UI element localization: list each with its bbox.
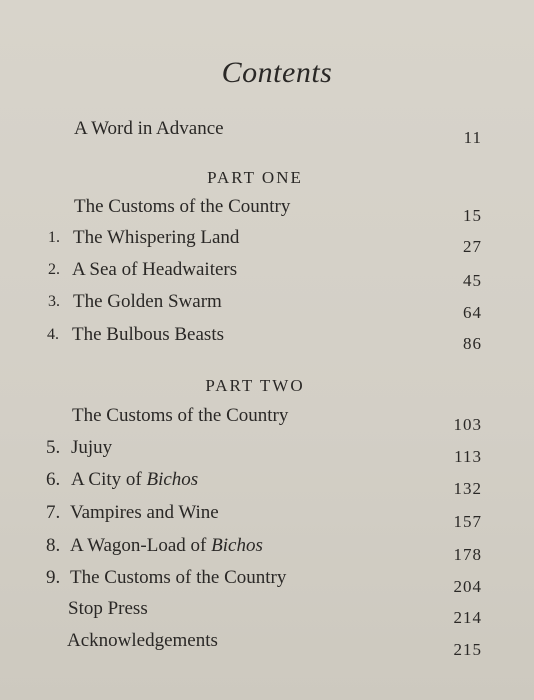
entry-number: 8. [46,535,61,556]
entry-page: 215 [453,640,482,659]
toc-entry-part-one-customs [0,196,534,226]
entry-page: 11 [463,128,482,147]
part-one-heading: PART ONE [207,168,303,187]
toc-entry-chapter-1 [0,227,534,257]
entry-number: 2. [48,261,60,278]
entry-number: 1. [48,229,60,246]
entry-label: The Customs of the Country [74,196,291,217]
entry-page: 157 [453,512,482,531]
entry-label-italic: Bichos [146,469,199,490]
toc-entry-chapter-9 [0,567,534,597]
entry-number: 5. [46,437,61,458]
entry-label: The Customs of the Country [72,405,289,426]
entry-label-text: A Wagon-Load of [70,535,212,556]
entry-page: 15 [463,206,482,225]
toc-entry-part-two-customs [0,405,534,435]
toc-entry-stop-press [0,598,534,628]
entry-page: 178 [453,545,482,564]
entry-page: 86 [463,334,482,353]
entry-label: The Customs of the Country [70,567,287,588]
entry-number: 4. [47,326,59,343]
entry-number: 9. [46,567,61,588]
entry-page: 204 [453,577,482,596]
entry-number: 3. [48,293,60,310]
entry-label: The Whispering Land [73,227,240,248]
entry-label: Vampires and Wine [70,502,219,523]
entry-label: A Word in Advance [74,118,224,139]
entry-label: The Bulbous Beasts [72,324,224,345]
entry-number: 7. [46,502,61,523]
toc-entry-chapter-8 [0,535,534,565]
entry-label: Acknowledgements [67,630,218,651]
toc-entry-chapter-4 [0,324,534,354]
entry-page: 214 [453,608,482,627]
entry-label: Jujuy [71,437,113,458]
entry-page: 132 [453,479,482,498]
entry-label: The Golden Swarm [73,291,222,312]
entry-label-text: A City of [71,469,147,490]
toc-entry-chapter-6 [0,469,534,499]
entry-label [71,469,198,491]
entry-page: 64 [463,303,482,322]
entry-page: 45 [463,271,482,290]
toc-entry-chapter-3 [0,291,534,321]
toc-entry-acknowledgements [0,630,534,660]
part-two-heading: PART TWO [205,376,305,395]
entry-label [70,535,263,557]
entry-page: 113 [454,447,482,466]
entry-number: 6. [46,469,61,490]
toc-entry-intro [0,118,534,148]
page-title: Contents [221,56,333,89]
entry-label-italic: Bichos [211,535,263,556]
toc-entry-chapter-2 [0,259,534,289]
toc-entry-chapter-7 [0,502,534,532]
entry-label: A Sea of Headwaiters [72,259,238,280]
toc-entry-chapter-5 [0,437,534,467]
entry-page: 103 [453,415,482,434]
entry-label: Stop Press [68,598,148,619]
entry-page: 27 [463,237,482,256]
